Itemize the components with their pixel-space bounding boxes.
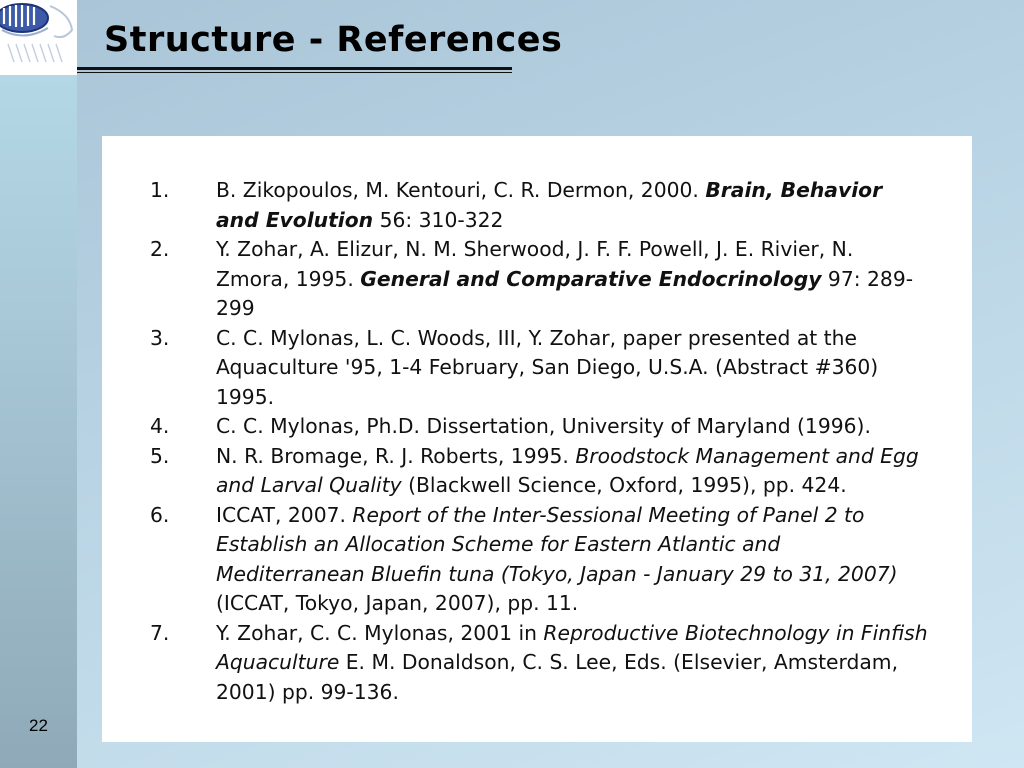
reference-book-title: Reproductive Biotechnology in Finfish Aquaculture — [216, 620, 928, 674]
reference-item — [150, 235, 930, 324]
reference-number: 1. — [150, 178, 170, 202]
reference-details: (Blackwell Science, Oxford, 1995), pp. 424. — [401, 473, 847, 497]
reference-authors: Y. Zohar, C. C. Mylonas, 2001 in — [216, 620, 544, 645]
reference-journal: Brain, Behavior and Evolution — [216, 178, 883, 232]
reference-text: C. C. Mylonas, Ph.D. Dissertation, University of Maryland (1996). — [216, 414, 871, 438]
reference-details: E. M. Donaldson, C. S. Lee, Eds. (Elsevier, Amsterdam, 2001) pp. 99-136. — [216, 650, 899, 704]
reference-authors: Y. Zohar, A. Elizur, N. M. Sherwood, J. F. F. Powell, J. E. Rivier, N. Zmora, 1995. — [216, 237, 854, 291]
reference-item — [150, 412, 930, 442]
reference-text: C. C. Mylonas, L. C. Woods, III, Y. Zohar, paper presented at the Aquaculture '95, 1-4 February, San Diego, U.S.A. (Abstract #360) 1995. — [216, 325, 879, 409]
reference-book-title: Broodstock Management and Egg and Larval Quality — [216, 443, 919, 497]
ship-logo-icon — [0, 0, 77, 75]
reference-list — [150, 176, 930, 707]
reference-number: 5. — [150, 443, 170, 468]
reference-number: 2. — [150, 237, 170, 261]
title-underline — [77, 67, 512, 73]
reference-authors: N. R. Bromage, R. J. Roberts, 1995. — [216, 443, 576, 468]
reference-number: 3. — [150, 325, 170, 350]
reference-item — [150, 176, 930, 235]
slide-number: 22 — [29, 716, 48, 735]
reference-number: 4. — [150, 414, 170, 438]
slide-title: Structure - References — [104, 20, 563, 60]
reference-item — [150, 324, 930, 413]
reference-journal: General and Comparative Endocrinology — [360, 266, 822, 291]
reference-details: 56: 310-322 — [373, 207, 504, 232]
logo — [0, 0, 77, 75]
reference-item — [150, 501, 930, 619]
references-panel — [102, 136, 972, 742]
reference-item — [150, 619, 930, 708]
reference-details: (ICCAT, Tokyo, Japan, 2007), pp. 11. — [216, 591, 579, 615]
reference-details: 97: 289-299 — [216, 266, 914, 320]
reference-book-title: Report of the Inter-Sessional Meeting of Panel 2 to Establish an Allocation Scheme for Eastern Atlantic and Mediterranean Bluefin tuna (Tokyo, Japan - January 29 to 31, 2007) — [216, 502, 898, 586]
reference-number: 6. — [150, 502, 170, 527]
reference-number: 7. — [150, 620, 170, 645]
reference-authors: ICCAT, 2007. — [216, 502, 353, 527]
reference-authors: B. Zikopoulos, M. Kentouri, C. R. Dermon, 2000. — [216, 178, 706, 202]
reference-item — [150, 442, 930, 501]
left-sidebar-band — [0, 0, 77, 768]
